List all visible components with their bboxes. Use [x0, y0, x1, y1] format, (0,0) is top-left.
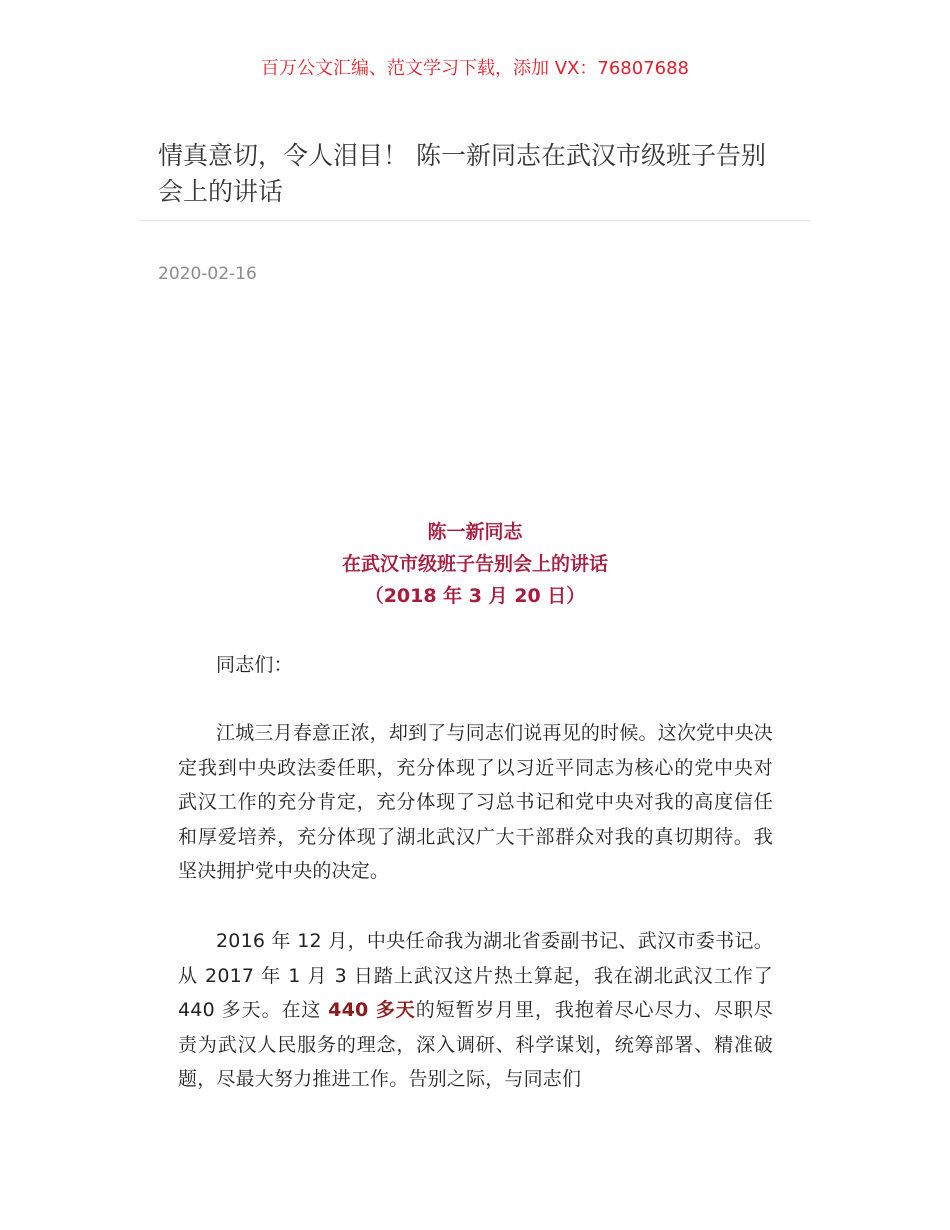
paragraph-1-text: 江城三月春意正浓，却到了与同志们说再见的时候。这次党中央决定我到中央政法委任职，充分体现了以习近平同志为核心的党中央对武汉工作的充分肯定，充分体现了习总书记和党中央对我的高度信任和厚爱培养，充分体现了湖北武汉广大干部群众对我的真切期待。我坚决拥护党中央的决定。 [178, 722, 773, 882]
watermark-banner: 百万公文汇编、范文学习下载，添加 VX：76807688 [261, 58, 689, 79]
greeting-text: 同志们： [216, 654, 293, 676]
speech-heading-speaker: 陈一新同志 [427, 521, 523, 543]
speech-paragraph-2 [178, 924, 773, 1097]
speech-paragraph-1 [178, 716, 773, 889]
speech-greeting [178, 648, 773, 683]
article-title: 情真意切，令人泪目！ 陈一新同志在武汉市级班子告别会上的讲话 [158, 141, 766, 206]
speech-heading-title: 在武汉市级班子告别会上的讲话 [341, 553, 608, 575]
publish-date: 2020-02-16 [158, 264, 257, 284]
paragraph-2-text-after: 的短暂岁月里，我抱着尽心尽力、尽职尽责为武汉人民服务的理念，深入调研、科学谋划，统筹部署、精准破题，尽最大努力推进工作。告别之际，与同志们 [178, 999, 773, 1090]
speech-heading [0, 516, 950, 612]
title-divider [140, 220, 810, 221]
paragraph-2-text-before: 2016 年 12 月，中央任命我为湖北省委副书记、武汉市委书记。从 2017 年 1 月 3 日踏上武汉这片热土算起，我在湖北武汉工作了 440 多天。在这 [178, 930, 773, 1021]
speech-heading-date: （2018 年 3 月 20 日） [364, 585, 586, 607]
paragraph-2-highlight: 440 多天 [328, 999, 416, 1021]
